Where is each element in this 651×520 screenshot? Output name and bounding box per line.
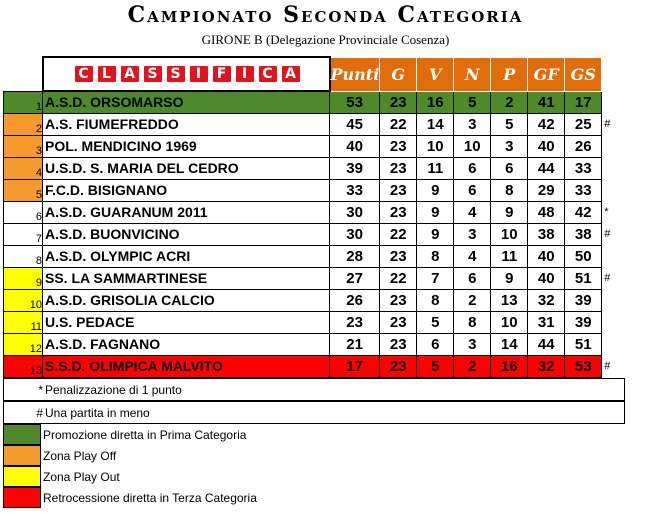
stat-punti-cell: 17 — [330, 355, 380, 377]
stat-punti-cell: 26 — [330, 289, 380, 311]
legend-color-text: Retrocessione diretta in Terza Categoria — [43, 490, 257, 505]
stat-punti-cell: 23 — [330, 311, 380, 333]
stat-v-cell: 7 — [417, 267, 454, 289]
position-cell: 4 — [4, 157, 43, 179]
stat-gs-cell: 51 — [565, 333, 602, 355]
stat-gf-cell: 44 — [528, 157, 565, 179]
stat-v-cell: 9 — [417, 223, 454, 245]
row-note-cell: # — [604, 272, 611, 284]
row-note-cell: # — [604, 360, 611, 372]
classifica-logo-letter: I — [235, 65, 255, 83]
stat-punti-cell: 28 — [330, 245, 380, 267]
stat-g-cell: 23 — [380, 179, 417, 201]
row-note-cell — [602, 245, 622, 267]
classifica-logo-letter: S — [143, 65, 163, 83]
stat-p-cell: 16 — [491, 355, 528, 377]
stat-p-cell: 14 — [491, 333, 528, 355]
stat-n-cell: 5 — [454, 91, 491, 113]
header-gs: GS — [565, 57, 602, 91]
team-name-cell: A.S.D. GUARANUM 2011 — [43, 201, 330, 223]
stat-gs-cell: 42 — [565, 201, 602, 223]
team-name-cell: POL. MENDICINO 1969 — [43, 135, 330, 157]
team-name-cell: U.S. PEDACE — [43, 311, 330, 333]
stat-gs-cell: 25 — [565, 113, 602, 135]
classifica-logo-letter: C — [74, 65, 94, 83]
stat-n-cell: 6 — [454, 179, 491, 201]
legend-color-swatch — [3, 466, 41, 487]
legend-color-swatch — [3, 445, 41, 466]
legend-note-text: Una partita in meno — [45, 405, 150, 420]
classifica-logo-letter: S — [166, 65, 186, 83]
legend-note-row — [3, 401, 625, 424]
stat-punti-cell: 30 — [330, 201, 380, 223]
stat-gf-cell: 41 — [528, 91, 565, 113]
legend — [3, 378, 625, 508]
table-row — [4, 201, 622, 223]
stat-n-cell: 8 — [454, 311, 491, 333]
stat-gs-cell: 53 — [565, 355, 602, 377]
legend-color-text: Zona Play Out — [43, 469, 120, 484]
header-g: G — [380, 57, 417, 91]
row-note-cell: # — [604, 228, 611, 240]
position-cell: 11 — [4, 311, 43, 333]
stat-g-cell: 23 — [380, 245, 417, 267]
stat-p-cell: 5 — [491, 113, 528, 135]
stat-punti-cell: 39 — [330, 157, 380, 179]
stat-v-cell: 9 — [417, 201, 454, 223]
stat-n-cell: 3 — [454, 223, 491, 245]
stat-gf-cell: 32 — [528, 289, 565, 311]
stat-v-cell: 8 — [417, 289, 454, 311]
stat-v-cell: 5 — [417, 311, 454, 333]
table-row — [4, 135, 622, 157]
stat-n-cell: 4 — [454, 201, 491, 223]
stat-p-cell: 10 — [491, 311, 528, 333]
row-note-cell — [602, 179, 622, 201]
page-subtitle: GIRONE B (Delegazione Provinciale Cosenza) — [201, 32, 450, 47]
stat-gs-cell: 33 — [565, 179, 602, 201]
position-cell: 13 — [4, 355, 43, 377]
classifica-logo-letter: F — [212, 65, 232, 83]
table-row — [4, 91, 622, 113]
header-p: P — [491, 57, 528, 91]
team-name-cell: A.S.D. ORSOMARSO — [43, 91, 330, 113]
table-row — [4, 333, 622, 355]
stat-v-cell: 6 — [417, 333, 454, 355]
stat-g-cell: 23 — [380, 333, 417, 355]
header-v: V — [417, 57, 454, 91]
stat-n-cell: 10 — [454, 135, 491, 157]
row-note-cell — [602, 135, 622, 157]
position-cell: 12 — [4, 333, 43, 355]
stat-v-cell: 8 — [417, 245, 454, 267]
stat-g-cell: 23 — [380, 91, 417, 113]
stat-g-cell: 23 — [380, 289, 417, 311]
position-cell: 1 — [4, 91, 43, 113]
table-row — [4, 223, 622, 245]
stat-gs-cell: 26 — [565, 135, 602, 157]
header-note-spacer — [602, 57, 622, 91]
header-punti: Punti — [330, 57, 380, 91]
stat-punti-cell: 27 — [330, 267, 380, 289]
header-spacer — [4, 57, 43, 91]
stat-gf-cell: 48 — [528, 201, 565, 223]
legend-color-row — [3, 424, 625, 445]
classifica-logo-letter: A — [120, 65, 140, 83]
team-name-cell: U.S.D. S. MARIA DEL CEDRO — [43, 157, 330, 179]
stat-g-cell: 22 — [380, 113, 417, 135]
stat-n-cell: 6 — [454, 157, 491, 179]
table-row — [4, 157, 622, 179]
stat-gf-cell: 40 — [528, 135, 565, 157]
team-name-cell: F.C.D. BISIGNANO — [43, 179, 330, 201]
classifica-logo-letter: I — [189, 65, 209, 83]
stat-n-cell: 2 — [454, 289, 491, 311]
stat-v-cell: 16 — [417, 91, 454, 113]
position-cell: 2 — [4, 113, 43, 135]
classifica-logo — [43, 57, 330, 91]
team-name-cell: A.S.D. BUONVICINO — [43, 223, 330, 245]
stat-g-cell: 23 — [380, 135, 417, 157]
stat-gs-cell: 38 — [565, 223, 602, 245]
legend-note-symbol: * — [38, 382, 43, 397]
stat-p-cell: 8 — [491, 179, 528, 201]
stat-v-cell: 14 — [417, 113, 454, 135]
table-row — [4, 245, 622, 267]
team-name-cell: A.S.D. FAGNANO — [43, 333, 330, 355]
stat-v-cell: 5 — [417, 355, 454, 377]
position-cell: 9 — [4, 267, 43, 289]
table-row — [4, 113, 622, 135]
stat-g-cell: 22 — [380, 267, 417, 289]
position-cell: 3 — [4, 135, 43, 157]
classifica-logo-letters — [74, 65, 301, 83]
stat-g-cell: 22 — [380, 223, 417, 245]
stat-n-cell: 6 — [454, 267, 491, 289]
table-header — [4, 57, 622, 91]
stat-n-cell: 4 — [454, 245, 491, 267]
stat-gs-cell: 17 — [565, 91, 602, 113]
stat-gf-cell: 44 — [528, 333, 565, 355]
stat-p-cell: 13 — [491, 289, 528, 311]
legend-color-swatch — [3, 424, 41, 445]
stat-gs-cell: 51 — [565, 267, 602, 289]
stat-p-cell: 9 — [491, 267, 528, 289]
classifica-logo-letter: C — [258, 65, 278, 83]
classifica-logo-letter: L — [97, 65, 117, 83]
table-row — [4, 355, 622, 377]
stat-gf-cell: 38 — [528, 223, 565, 245]
table-row — [4, 289, 622, 311]
team-name-cell: A.S.D. OLYMPIC ACRI — [43, 245, 330, 267]
stat-gs-cell: 33 — [565, 157, 602, 179]
stat-gf-cell: 42 — [528, 113, 565, 135]
table-row — [4, 179, 622, 201]
stat-p-cell: 9 — [491, 201, 528, 223]
row-note-cell — [602, 157, 622, 179]
legend-note-text: Penalizzazione di 1 punto — [45, 382, 182, 397]
stat-gf-cell: 40 — [528, 267, 565, 289]
stat-p-cell: 3 — [491, 135, 528, 157]
legend-note-row — [3, 378, 625, 401]
row-note-cell — [602, 333, 622, 355]
stat-g-cell: 23 — [380, 311, 417, 333]
classifica-logo-letter: A — [281, 65, 301, 83]
stat-punti-cell: 33 — [330, 179, 380, 201]
header-n: N — [454, 57, 491, 91]
table-row — [4, 311, 622, 333]
legend-color-row — [3, 445, 625, 466]
legend-color-row — [3, 466, 625, 487]
stat-punti-cell: 40 — [330, 135, 380, 157]
table-row — [4, 267, 622, 289]
stat-n-cell: 3 — [454, 333, 491, 355]
stat-punti-cell: 45 — [330, 113, 380, 135]
legend-note-symbol: # — [36, 405, 43, 420]
team-name-cell: SS. LA SAMMARTINESE — [43, 267, 330, 289]
stat-gs-cell: 39 — [565, 311, 602, 333]
position-cell: 8 — [4, 245, 43, 267]
header-gf: GF — [528, 57, 565, 91]
row-note-cell: * — [604, 206, 609, 218]
stat-v-cell: 10 — [417, 135, 454, 157]
team-name-cell: S.S.D. OLIMPICA MALVITO — [43, 355, 330, 377]
stat-gs-cell: 50 — [565, 245, 602, 267]
stat-punti-cell: 21 — [330, 333, 380, 355]
legend-color-row — [3, 487, 625, 508]
position-cell: 10 — [4, 289, 43, 311]
row-note-cell — [602, 91, 622, 113]
legend-color-swatch — [3, 487, 41, 508]
stat-p-cell: 10 — [491, 223, 528, 245]
stat-v-cell: 11 — [417, 157, 454, 179]
team-name-cell: A.S.D. GRISOLIA CALCIO — [43, 289, 330, 311]
stat-g-cell: 23 — [380, 157, 417, 179]
row-note-cell — [602, 311, 622, 333]
row-note-cell — [602, 289, 622, 311]
stat-v-cell: 9 — [417, 179, 454, 201]
position-cell: 6 — [4, 201, 43, 223]
stat-punti-cell: 30 — [330, 223, 380, 245]
stat-p-cell: 6 — [491, 157, 528, 179]
stat-n-cell: 3 — [454, 113, 491, 135]
stat-gf-cell: 32 — [528, 355, 565, 377]
legend-color-text: Promozione diretta in Prima Categoria — [43, 427, 247, 442]
stat-g-cell: 23 — [380, 201, 417, 223]
legend-color-text: Zona Play Off — [43, 448, 117, 463]
stat-p-cell: 2 — [491, 91, 528, 113]
page-title: Campionato Seconda Categoria — [127, 2, 524, 28]
stat-g-cell: 23 — [380, 355, 417, 377]
stat-n-cell: 2 — [454, 355, 491, 377]
stat-gf-cell: 31 — [528, 311, 565, 333]
stat-gf-cell: 40 — [528, 245, 565, 267]
stat-gf-cell: 29 — [528, 179, 565, 201]
standings-table — [3, 56, 622, 378]
position-cell: 5 — [4, 179, 43, 201]
stat-punti-cell: 53 — [330, 91, 380, 113]
position-cell: 7 — [4, 223, 43, 245]
stat-p-cell: 11 — [491, 245, 528, 267]
row-note-cell: # — [604, 118, 611, 130]
stat-gs-cell: 39 — [565, 289, 602, 311]
team-name-cell: A.S. FIUMEFREDDO — [43, 113, 330, 135]
